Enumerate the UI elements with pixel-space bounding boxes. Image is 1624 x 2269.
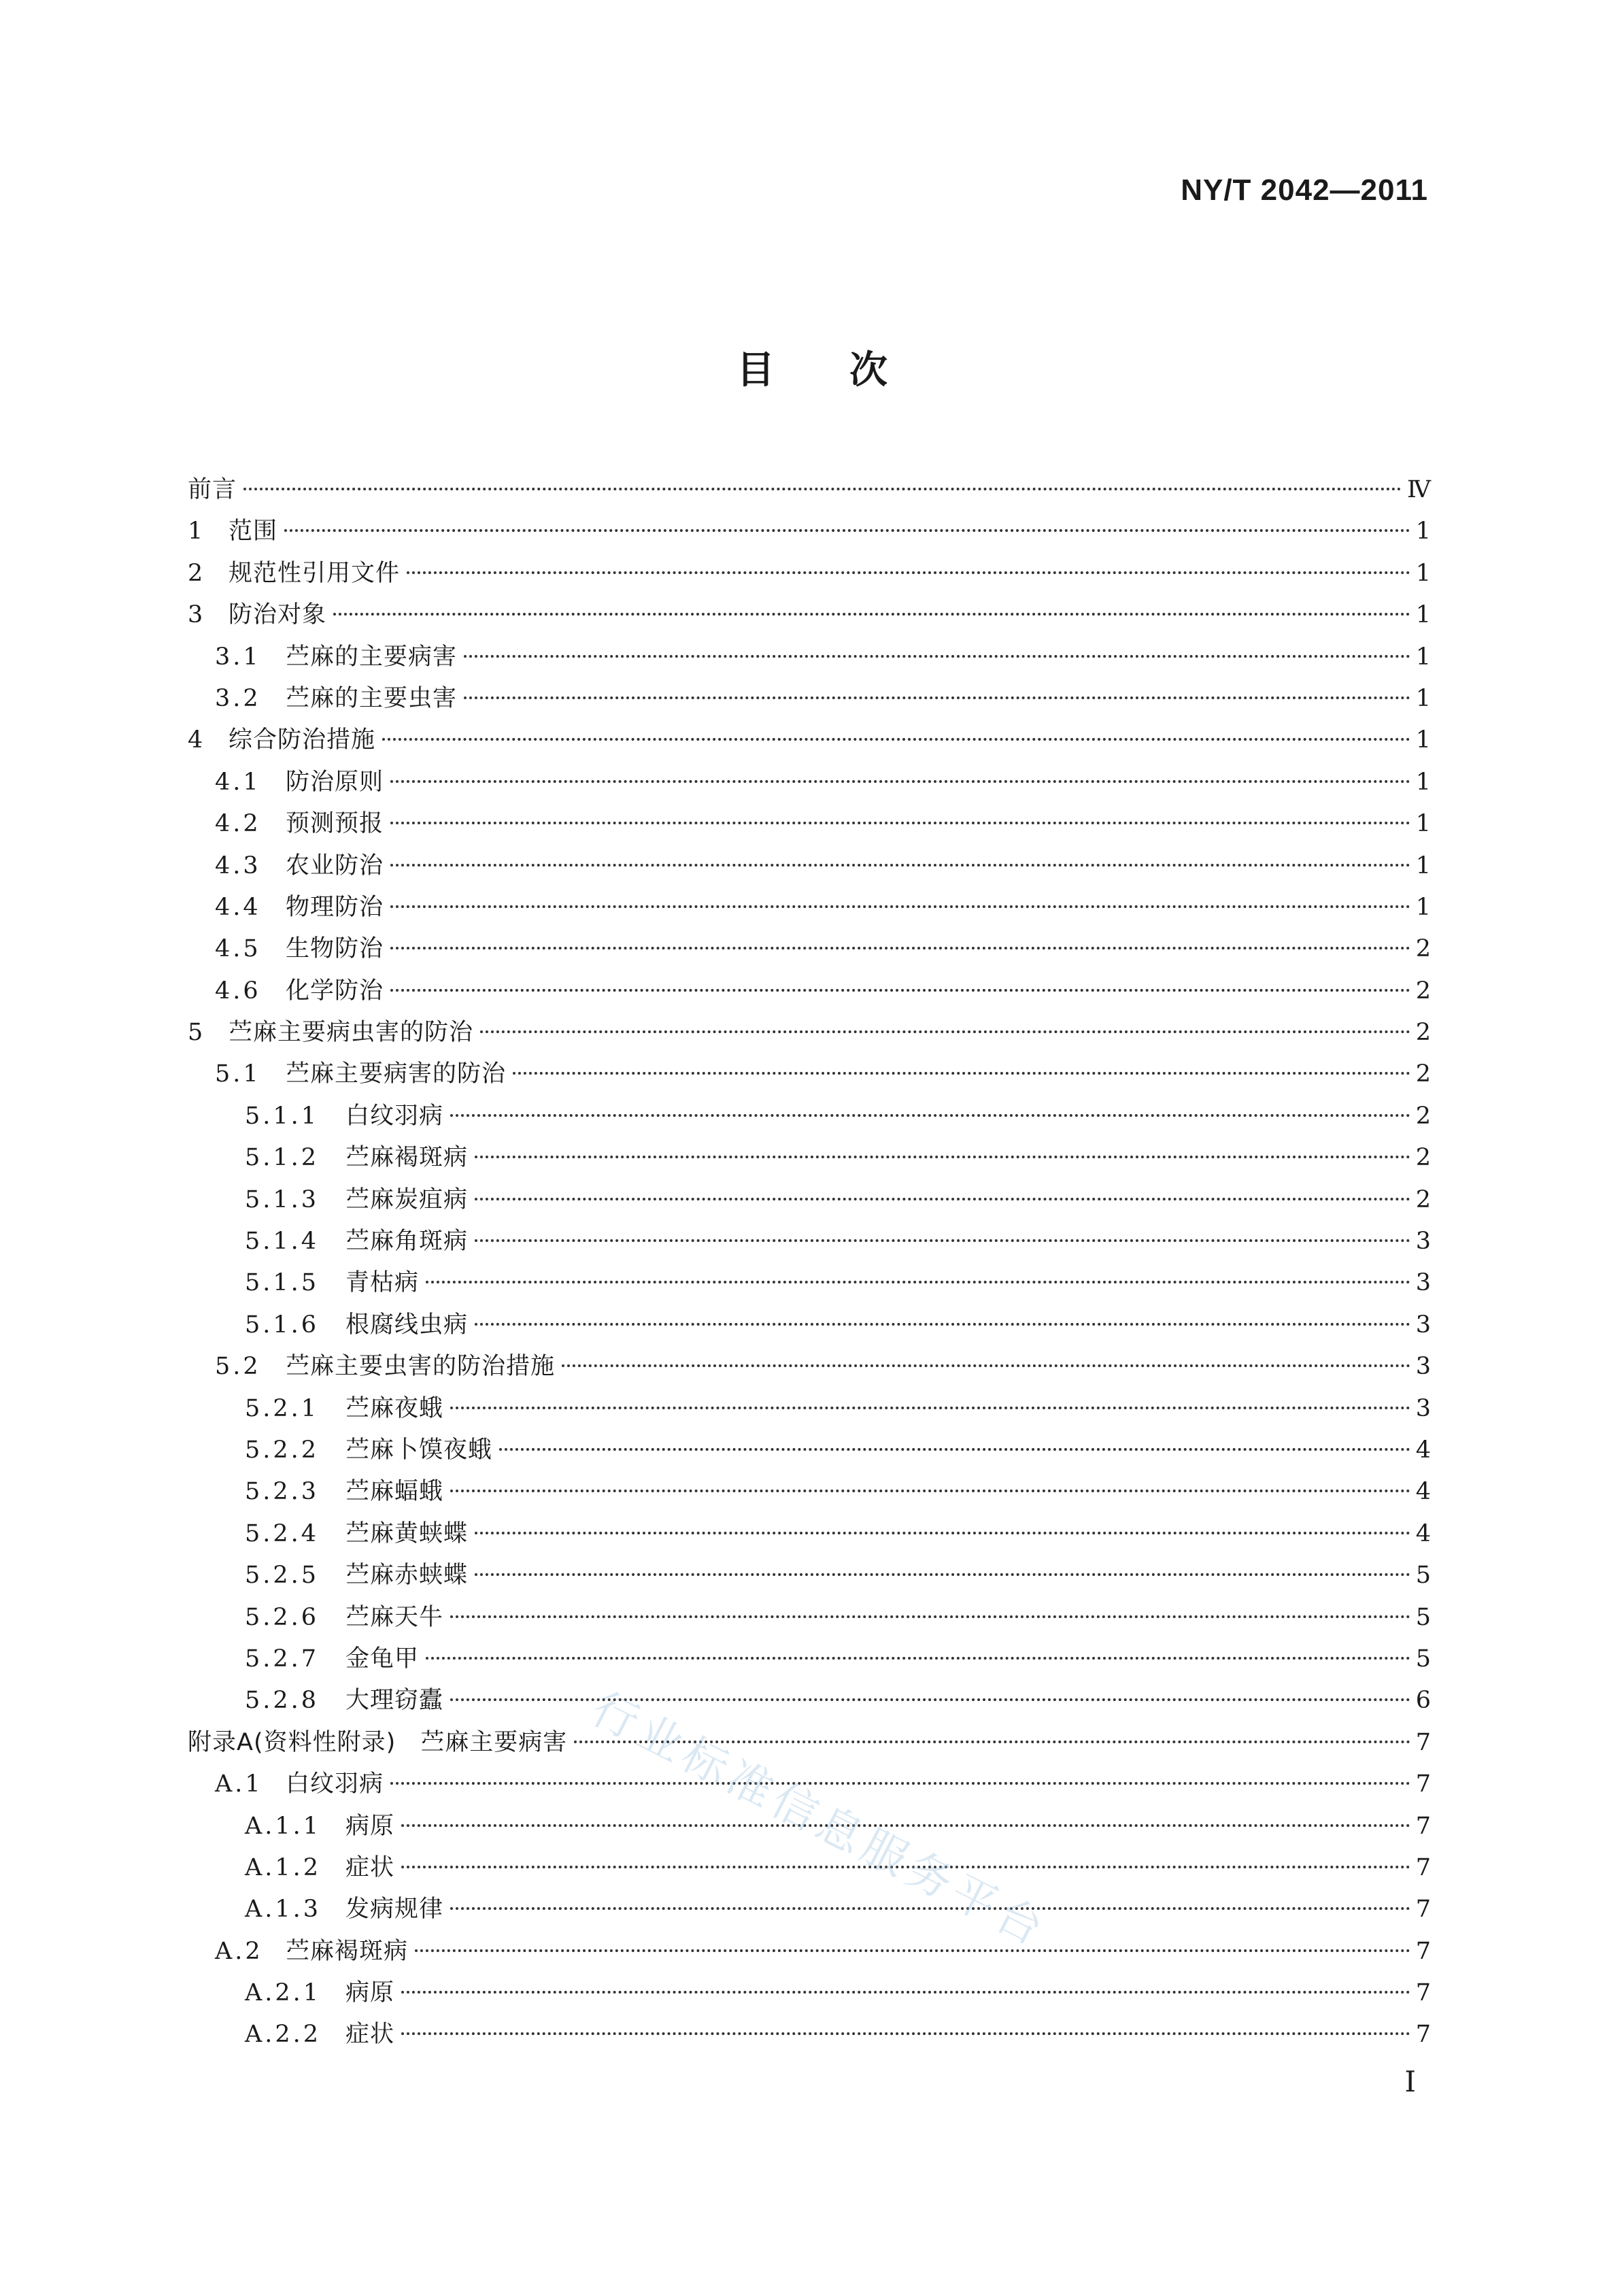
toc-entry[interactable] [188, 2014, 1431, 2055]
toc-leader-dots [382, 738, 1410, 741]
toc-entry-page: 1 [1415, 684, 1431, 712]
toc-entry[interactable] [188, 845, 1431, 887]
toc-entry[interactable] [188, 762, 1431, 803]
toc-entry-number: A.2 [215, 1937, 263, 1965]
toc-entry-page: 3 [1415, 1394, 1431, 1422]
toc-entry-title: 苎麻主要病虫害的防治 [229, 1019, 474, 1047]
toc-entry-title: 范围 [229, 518, 278, 545]
toc-entry[interactable] [188, 887, 1431, 928]
toc-leader-dots [450, 1114, 1410, 1117]
toc-entry-page: 2 [1415, 1102, 1431, 1130]
toc-leader-dots [390, 864, 1410, 867]
toc-entry-title: 病原 [345, 1979, 395, 2007]
toc-entry-page: 7 [1415, 1896, 1431, 1923]
toc-entry-page: 2 [1415, 1144, 1431, 1172]
toc-entry-number: 5.2.3 [245, 1478, 320, 1506]
toc-entry-number: 4.3 [215, 852, 261, 879]
toc-entry-title: 综合防治措施 [229, 726, 376, 754]
toc-entry-number: 5.2.6 [245, 1603, 320, 1631]
toc-entry[interactable] [188, 1471, 1431, 1513]
toc-leader-dots [475, 1239, 1410, 1242]
toc-entry-number: 3.1 [215, 643, 261, 671]
toc-entry-title: 苎麻卜馍夜蛾 [345, 1436, 493, 1464]
toc-entry-number: 3.2 [215, 684, 261, 712]
toc-entry[interactable] [188, 1680, 1431, 1721]
toc-entry[interactable] [188, 1722, 1431, 1764]
toc-entry-page: 4 [1415, 1478, 1431, 1506]
toc-entry-page: 2 [1415, 1186, 1431, 1213]
toc-entry-page: 5 [1415, 1603, 1431, 1631]
toc-entry-number: 5.1 [215, 1060, 261, 1088]
toc-leader-dots [475, 1573, 1410, 1576]
toc-entry-number: 5.1.2 [245, 1144, 320, 1172]
toc-leader-dots [243, 488, 1402, 490]
toc-entry-number: 5.1.4 [245, 1228, 320, 1256]
toc-entry-title: 苎麻黄蛱蝶 [345, 1519, 469, 1547]
toc-entry[interactable] [188, 1847, 1431, 1889]
toc-leader-dots [562, 1364, 1410, 1367]
toc-leader-dots [401, 1991, 1410, 1994]
toc-entry[interactable] [188, 720, 1431, 761]
toc-entry[interactable] [188, 1096, 1431, 1137]
toc-entry-number: 5.2.5 [245, 1562, 320, 1590]
toc-leader-dots [390, 1782, 1410, 1785]
toc-entry-title: 发病规律 [345, 1896, 444, 1923]
toc-entry[interactable] [188, 1012, 1431, 1054]
toc-entry[interactable] [188, 1638, 1431, 1680]
toc-entry[interactable] [188, 1221, 1431, 1262]
toc-entry-title: 金龟甲 [345, 1645, 420, 1673]
toc-entry-page: 2 [1415, 1060, 1431, 1088]
toc-entry-title: 苎麻角斑病 [345, 1228, 469, 1256]
toc-entry-page: 7 [1415, 1728, 1431, 1756]
toc-entry[interactable] [188, 1430, 1431, 1471]
toc-entry[interactable] [188, 678, 1431, 720]
toc-entry[interactable] [188, 1972, 1431, 2014]
toc-leader-dots [390, 822, 1410, 824]
page-title: 目次 [737, 348, 962, 392]
toc-entry-number: 4.2 [215, 810, 261, 838]
toc-entry[interactable] [188, 1931, 1431, 1972]
toc-leader-dots [450, 1407, 1410, 1409]
toc-entry-number: 3 [188, 601, 206, 629]
toc-leader-dots [464, 696, 1410, 699]
toc-leader-dots [475, 1323, 1410, 1326]
toc-entry-page: 2 [1415, 977, 1431, 1005]
toc-entry-page: 1 [1415, 559, 1431, 587]
toc-entry-title: 防治原则 [286, 768, 384, 796]
toc-entry-title: 青枯病 [345, 1269, 420, 1297]
toc-entry-number: 5.2.8 [245, 1687, 320, 1715]
toc-entry[interactable] [188, 637, 1431, 678]
toc-entry-title: 苎麻蝠蛾 [345, 1478, 444, 1506]
toc-entry-title: 预测预报 [286, 810, 384, 838]
toc-entry[interactable] [188, 803, 1431, 845]
toc-entry-title: 症状 [345, 1853, 395, 1881]
toc-leader-dots [513, 1072, 1410, 1075]
toc-leader-dots [284, 529, 1410, 532]
toc-entry[interactable] [188, 1513, 1431, 1555]
toc-leader-dots [475, 1198, 1410, 1200]
toc-entry[interactable] [188, 1555, 1431, 1596]
toc-entry-title: 前言 [188, 476, 237, 503]
toc-entry-number: 5.1.6 [245, 1311, 320, 1339]
toc-entry-title: 大理窃蠹 [345, 1687, 444, 1715]
toc-entry-page: 1 [1415, 810, 1431, 838]
toc-entry-title: 化学防治 [286, 977, 384, 1005]
toc-entry-title: 白纹羽病 [345, 1102, 444, 1130]
toc-entry-page: 3 [1415, 1311, 1431, 1339]
toc-entry-number: A.1.2 [245, 1853, 322, 1881]
toc-entry-title: 附录A(资料性附录) 苎麻主要病害 [188, 1728, 568, 1756]
toc-entry-page: 7 [1415, 1979, 1431, 2007]
toc-entry[interactable] [188, 1388, 1431, 1430]
toc-entry-number: A.2.1 [245, 1979, 322, 2007]
toc-entry[interactable] [188, 1305, 1431, 1346]
toc-entry-page: 7 [1415, 2021, 1431, 2049]
toc-entry[interactable] [188, 469, 1431, 511]
toc-entry-number: 1 [188, 518, 206, 545]
document-code: NY/T 2042—2011 [1181, 173, 1428, 207]
watermark: 行业标准信息服务平台 [583, 1682, 1056, 1957]
toc-leader-dots [333, 613, 1410, 616]
toc-entry-page: 7 [1415, 1812, 1431, 1840]
toc-entry-title: 苎麻主要病害的防治 [286, 1060, 507, 1088]
toc-leader-dots [464, 655, 1410, 658]
toc-entry-page: 2 [1415, 935, 1431, 963]
toc-entry-page: 5 [1415, 1645, 1431, 1673]
toc-entry-page: 7 [1415, 1853, 1431, 1881]
toc-entry-title: 苎麻炭疽病 [345, 1186, 469, 1213]
toc-entry[interactable] [188, 1054, 1431, 1095]
toc-entry-page: 1 [1415, 893, 1431, 921]
toc-entry-title: 苎麻的主要虫害 [286, 684, 458, 712]
toc-entry-number: 4.6 [215, 977, 261, 1005]
toc-entry-number: 5.1.3 [245, 1186, 320, 1213]
toc-entry-number: A.1 [215, 1770, 263, 1798]
toc-leader-dots [390, 989, 1410, 992]
toc-entry-page: 1 [1415, 601, 1431, 629]
toc-entry-title: 苎麻主要虫害的防治措施 [286, 1353, 556, 1381]
toc-entry-title: 防治对象 [229, 601, 327, 629]
toc-entry-number: 5 [188, 1019, 206, 1047]
toc-entry-number: 5.2.2 [245, 1436, 320, 1464]
toc-entry[interactable] [188, 1597, 1431, 1638]
toc-entry-number: 5.2.1 [245, 1394, 320, 1422]
toc-leader-dots [450, 1490, 1410, 1492]
toc-entry-page: 7 [1415, 1770, 1431, 1798]
toc-entry-page: 1 [1415, 852, 1431, 879]
toc-entry[interactable] [188, 1137, 1431, 1179]
toc-entry-page: 3 [1415, 1269, 1431, 1297]
toc-entry[interactable] [188, 594, 1431, 636]
toc-entry-page: 4 [1415, 1519, 1431, 1547]
toc-entry-number: A.1.3 [245, 1896, 322, 1923]
toc-entry-title: 农业防治 [286, 852, 384, 879]
toc-entry-title: 苎麻的主要病害 [286, 643, 458, 671]
toc-entry-number: 4.1 [215, 768, 261, 796]
toc-entry-title: 苎麻夜蛾 [345, 1394, 444, 1422]
toc-entry[interactable] [188, 1889, 1431, 1930]
toc-entry-page: 2 [1415, 1019, 1431, 1047]
toc-entry-number: A.1.1 [245, 1812, 322, 1840]
toc-entry-title: 苎麻褐斑病 [286, 1937, 409, 1965]
toc-entry-page: 5 [1415, 1562, 1431, 1590]
toc-entry-page: 1 [1415, 768, 1431, 796]
toc-entry-number: 5.2.4 [245, 1519, 320, 1547]
toc-entry-page: 1 [1415, 726, 1431, 754]
toc-entry-page: 7 [1415, 1937, 1431, 1965]
toc-entry-title: 病原 [345, 1812, 395, 1840]
toc-entry-title: 物理防治 [286, 893, 384, 921]
toc-entry[interactable] [188, 971, 1431, 1012]
toc-leader-dots [475, 1156, 1410, 1158]
toc-entry-title: 症状 [345, 2021, 395, 2049]
toc-entry[interactable] [188, 928, 1431, 970]
toc-entry[interactable] [188, 553, 1431, 594]
toc-entry-title: 苎麻赤蛱蝶 [345, 1562, 469, 1590]
toc-leader-dots [475, 1532, 1410, 1534]
toc-entry-page: 3 [1415, 1228, 1431, 1256]
toc-entry-title: 生物防治 [286, 935, 384, 963]
toc-entry-title: 根腐线虫病 [345, 1311, 469, 1339]
toc-leader-dots [401, 2032, 1410, 2035]
toc-leader-dots [415, 1949, 1410, 1952]
toc-entry-title: 苎麻天牛 [345, 1603, 444, 1631]
toc-entry-title: 白纹羽病 [286, 1770, 384, 1798]
toc-entry[interactable] [188, 1346, 1431, 1388]
toc-leader-dots [450, 1615, 1410, 1618]
toc-entry-number: A.2.2 [245, 2021, 322, 2049]
toc-entry-number: 4 [188, 726, 206, 754]
toc-entry-page: 1 [1415, 518, 1431, 545]
toc-leader-dots [390, 947, 1410, 949]
toc-entry-page: Ⅳ [1407, 476, 1431, 503]
toc-leader-dots [390, 905, 1410, 908]
toc-leader-dots [390, 780, 1410, 783]
toc-leader-dots [480, 1030, 1410, 1033]
toc-entry-title: 规范性引用文件 [229, 559, 401, 587]
toc-entry-number: 4.5 [215, 935, 261, 963]
toc-entry-number: 5.1.1 [245, 1102, 320, 1130]
toc-leader-dots [499, 1448, 1410, 1451]
page-number: I [1404, 2065, 1416, 2098]
toc-entry-number: 4.4 [215, 893, 261, 921]
toc-entry-page: 3 [1415, 1353, 1431, 1381]
toc-entry-title: 苎麻褐斑病 [345, 1144, 469, 1172]
toc-entry-page: 4 [1415, 1436, 1431, 1464]
toc-entry[interactable] [188, 511, 1431, 552]
toc-entry-number: 2 [188, 559, 206, 587]
toc-leader-dots [450, 1698, 1410, 1701]
toc-entry-page: 6 [1415, 1687, 1431, 1715]
toc-entry[interactable] [188, 1262, 1431, 1304]
toc-leader-dots [426, 1657, 1410, 1660]
toc-entry[interactable] [188, 1179, 1431, 1221]
toc-leader-dots [426, 1281, 1410, 1283]
toc-leader-dots [407, 571, 1410, 574]
toc-entry-number: 5.2.7 [245, 1645, 320, 1673]
toc-entry-number: 5.2 [215, 1353, 261, 1381]
toc-entry-number: 5.1.5 [245, 1269, 320, 1297]
toc-entry-page: 1 [1415, 643, 1431, 671]
